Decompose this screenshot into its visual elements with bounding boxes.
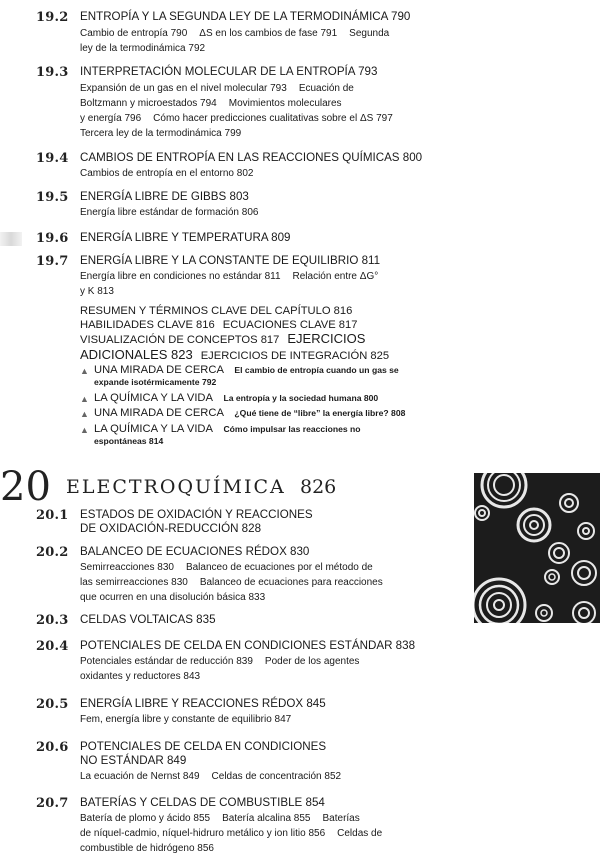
section-topics: Energía libre estándar de formación 806 xyxy=(80,207,259,218)
section-topics: Fem, energía libre y constante de equilibrio 847 xyxy=(80,714,292,725)
chapter-title: ELECTROQUÍMICA xyxy=(66,476,286,498)
box-description: ¿Qué tiene de “libre” la energía libre? 808 xyxy=(234,408,406,418)
section-title: POTENCIALES DE CELDA EN CONDICIONES NO ESTÁNDAR 849 xyxy=(80,740,327,767)
section-title: INTERPRETACIÓN MOLECULAR DE LA ENTROPÍA 793 xyxy=(80,65,378,78)
section-title: CELDAS VOLTAICAS 835 xyxy=(80,613,216,626)
triangle-icon: ▲ xyxy=(80,425,89,435)
chapter-page: 826 xyxy=(300,476,337,498)
chapter-summary-list: RESUMEN Y TÉRMINOS CLAVE DEL CAPÍTULO 816 HABILIDADES CLAVE 816 ECUACIONES CLAVE 817 VISUALIZACIÓN DE CONCEPTOS 817 EJERCICIOS ADICIONALES 823 EJERCICIOS DE INTEGRACIÓN 825 xyxy=(80,305,390,362)
section-title: ESTADOS DE OXIDACIÓN Y REACCIONES DE OXIDACIÓN-REDUCCIÓN 828 xyxy=(80,508,313,535)
chapter-number: 20 xyxy=(0,464,51,510)
box-title: UNA MIRADA DE CERCA xyxy=(94,364,224,376)
section-number: 20.5 xyxy=(36,697,69,712)
section-title: CAMBIOS DE ENTROPÍA EN LAS REACCIONES QUÍMICAS 800 xyxy=(80,151,423,164)
triangle-icon: ▲ xyxy=(80,366,89,376)
box-description: La entropía y la sociedad humana 800 xyxy=(223,393,379,403)
box-title: UNA MIRADA DE CERCA xyxy=(94,407,224,419)
section-title: BATERÍAS Y CELDAS DE COMBUSTIBLE 854 xyxy=(80,796,325,809)
section-number: 20.4 xyxy=(36,639,69,654)
section-number: 20.1 xyxy=(36,508,69,523)
section-title: BALANCEO DE ECUACIONES RÉDOX 830 xyxy=(80,545,310,558)
box-title: LA QUÍMICA Y LA VIDA xyxy=(94,423,213,435)
section-number: 19.6 xyxy=(36,231,69,246)
box-description: El cambio de entropía cuando un gas se xyxy=(234,365,399,375)
section-title: ENERGÍA LIBRE DE GIBBS 803 xyxy=(80,190,249,203)
section-topics: Cambios de entropía en el entorno 802 xyxy=(80,168,254,179)
section-number: 19.7 xyxy=(36,254,69,269)
page-edge-mark xyxy=(0,232,22,246)
section-topics: Cambio de entropía 790 ΔS en los cambios de fase 791 Segunda ley de la termodinámica 792 xyxy=(80,28,390,54)
concentric-circles-image xyxy=(474,473,600,623)
section-number: 19.2 xyxy=(36,10,69,25)
section-topics: Expansión de un gas en el nivel molecular 793 Ecuación de Boltzmann y microestados 794 Movimientos moleculares y energía 796 Cómo hacer predicciones cualitativas sobre el ΔS 797 Tercera ley de la termodinámica 799 xyxy=(80,83,393,139)
section-number: 19.3 xyxy=(36,65,69,80)
section-title: ENERGÍA LIBRE Y TEMPERATURA 809 xyxy=(80,231,291,244)
section-number: 19.5 xyxy=(36,190,69,205)
section-topics: Energía libre en condiciones no estándar 811 Relación entre ΔG° y K 813 xyxy=(80,271,379,297)
box-description: Cómo impulsar las reacciones no xyxy=(223,424,361,434)
section-title: ENERGÍA LIBRE Y LA CONSTANTE DE EQUILIBRIO 811 xyxy=(80,254,381,267)
box-title: LA QUÍMICA Y LA VIDA xyxy=(94,392,213,404)
triangle-icon: ▲ xyxy=(80,394,89,404)
section-number: 20.2 xyxy=(36,545,69,560)
section-title: ENERGÍA LIBRE Y REACCIONES RÉDOX 845 xyxy=(80,697,326,710)
section-title: ENTROPÍA Y LA SEGUNDA LEY DE LA TERMODINÁMICA 790 xyxy=(80,10,411,23)
section-topics: Semirreacciones 830 Balanceo de ecuaciones por el método de las semirreacciones 830 Balanceo de ecuaciones para reacciones que ocurren en una disolución básica 833 xyxy=(80,562,383,603)
section-topics: La ecuación de Nernst 849 Celdas de concentración 852 xyxy=(80,771,342,782)
section-title: POTENCIALES DE CELDA EN CONDICIONES ESTÁNDAR 838 xyxy=(80,639,416,652)
section-number: 20.3 xyxy=(36,613,69,628)
section-topics: Batería de plomo y ácido 855 Batería alcalina 855 Baterías de níquel-cadmio, níquel-hidruro metálico y ion litio 856 Celdas de combustible de hidrógeno 856 xyxy=(80,813,383,854)
chapter-cover-image xyxy=(474,473,600,623)
box-description-cont: espontáneas 814 xyxy=(94,436,164,446)
section-number: 20.6 xyxy=(36,740,69,755)
section-number: 19.4 xyxy=(36,151,69,166)
section-topics: Potenciales estándar de reducción 839 Poder de los agentes oxidantes y reductores 843 xyxy=(80,656,360,682)
section-number: 20.7 xyxy=(36,796,69,811)
box-description-cont: expande isotérmicamente 792 xyxy=(94,377,217,387)
triangle-icon: ▲ xyxy=(80,409,89,419)
